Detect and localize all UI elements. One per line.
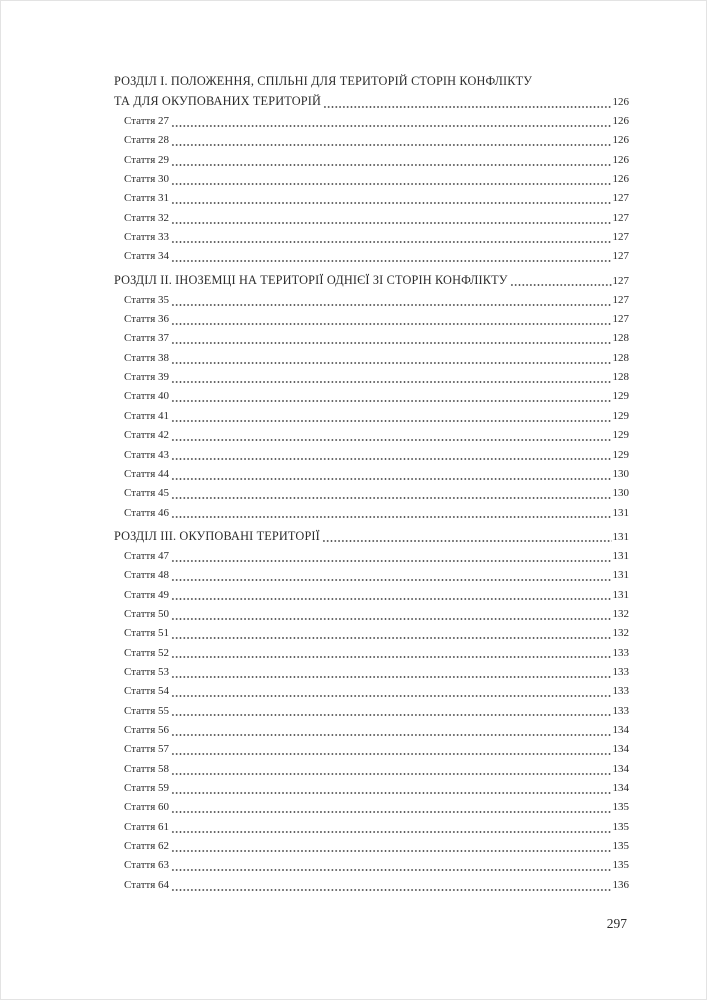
toc-entry	[114, 760, 629, 779]
toc-entry	[114, 721, 629, 740]
toc-entry-lastline	[124, 566, 629, 585]
toc-entry	[114, 526, 629, 547]
dot-leader	[171, 125, 611, 127]
toc-entry-page: 131	[612, 549, 629, 562]
toc-entry-title: Стаття 49	[124, 588, 170, 601]
toc-entry-page: 133	[612, 665, 629, 678]
toc-entry-page: 128	[612, 332, 629, 345]
toc-entry-page: 129	[612, 429, 629, 442]
toc-entry-page: 136	[612, 878, 629, 891]
toc-entry-lastline	[124, 818, 629, 837]
toc-entry-lastline	[124, 189, 629, 208]
toc-entry-title: Стаття 47	[124, 549, 170, 562]
toc-entry-page: 131	[612, 506, 629, 519]
toc-entry-page: 127	[612, 250, 629, 263]
dot-leader	[171, 420, 611, 422]
toc-entry-page: 131	[612, 569, 629, 582]
dot-leader	[171, 144, 611, 146]
toc-entry-title: Стаття 42	[124, 429, 170, 442]
toc-entry-title: Стаття 64	[124, 878, 170, 891]
toc-entry	[114, 566, 629, 585]
toc-entry-title: РОЗДІЛ III. ОКУПОВАНІ ТЕРИТОРІЇ	[114, 528, 320, 543]
toc-entry	[114, 586, 629, 605]
toc-entry-page: 129	[612, 390, 629, 403]
toc-entry	[114, 682, 629, 701]
toc-entry-lastline	[124, 209, 629, 228]
toc-entry	[114, 112, 629, 131]
dot-leader	[171, 323, 611, 325]
dot-leader	[171, 362, 611, 364]
toc-entry-page: 131	[612, 588, 629, 601]
toc-entry-lastline	[124, 426, 629, 445]
toc-entry-title: Стаття 34	[124, 250, 170, 263]
toc-entry-lastline	[124, 349, 629, 368]
dot-leader	[171, 381, 611, 383]
toc-entry-page: 135	[612, 859, 629, 872]
toc-entry-page: 129	[612, 409, 629, 422]
dot-leader	[171, 222, 611, 224]
toc-entry	[114, 504, 629, 523]
toc-entry-lastline	[124, 760, 629, 779]
toc-entry	[114, 779, 629, 798]
dot-leader	[323, 106, 611, 108]
toc-entry-title: Стаття 52	[124, 646, 170, 659]
toc-entry-title: Стаття 60	[124, 801, 170, 814]
toc-entry-title: Стаття 37	[124, 332, 170, 345]
toc-entry-page: 135	[612, 820, 629, 833]
toc-entry	[114, 387, 629, 406]
dot-leader	[171, 753, 611, 755]
toc-list	[114, 71, 629, 895]
toc-entry	[114, 368, 629, 387]
toc-entry-page: 130	[612, 487, 629, 500]
toc-entry-lastline	[124, 329, 629, 348]
toc-entry-lastline	[124, 721, 629, 740]
toc-entry-page: 134	[612, 782, 629, 794]
dot-leader	[171, 202, 611, 204]
toc-entry	[114, 547, 629, 566]
toc-entry-lastline	[124, 170, 629, 189]
toc-entry-lastline	[124, 131, 629, 150]
toc-entry-lastline	[124, 605, 629, 624]
toc-entry	[114, 209, 629, 228]
toc-entry-title: Стаття 40	[124, 390, 170, 403]
dot-leader	[171, 400, 611, 402]
toc-entry	[114, 329, 629, 348]
toc-entry-lastline	[114, 526, 629, 547]
toc-entry	[114, 876, 629, 895]
toc-entry-title: Стаття 59	[124, 782, 170, 794]
dot-leader	[171, 618, 611, 620]
dot-leader	[171, 478, 611, 480]
toc-entry-lastline	[124, 837, 629, 856]
toc-entry-page: 127	[612, 313, 629, 326]
toc-entry	[114, 740, 629, 759]
dot-leader	[171, 560, 611, 562]
dot-leader	[171, 497, 611, 499]
toc-entry-title: Стаття 39	[124, 371, 170, 384]
dot-leader	[171, 714, 611, 716]
toc-entry	[114, 798, 629, 817]
toc-entry-title: Стаття 41	[124, 409, 170, 422]
toc-entry-page: 133	[612, 646, 629, 659]
toc-entry-title: РОЗДІЛ II. ІНОЗЕМЦІ НА ТЕРИТОРІЇ ОДНІЄЇ ЗІ СТОРІН КОНФЛІКТУ	[114, 272, 508, 287]
toc-entry-page: 131	[612, 530, 629, 543]
dot-leader	[171, 889, 611, 891]
toc-entry-lastline	[124, 682, 629, 701]
toc-entry-page: 126	[612, 96, 629, 108]
toc-entry-lastline	[124, 484, 629, 503]
dot-leader	[322, 540, 612, 542]
toc-entry-lastline	[124, 368, 629, 387]
toc-entry-title: Стаття 58	[124, 762, 170, 775]
toc-entry	[114, 170, 629, 189]
dot-leader	[171, 598, 611, 600]
toc-entry-page: 129	[612, 448, 629, 461]
dot-leader	[171, 869, 611, 871]
toc-entry-page: 133	[612, 685, 629, 698]
toc-entry	[114, 71, 629, 112]
toc-entry-lastline	[124, 228, 629, 247]
toc-entry	[114, 247, 629, 266]
toc-entry-title: Стаття 29	[124, 153, 170, 166]
dot-leader	[171, 342, 611, 344]
toc-entry-title: Стаття 30	[124, 173, 170, 186]
toc-entry	[114, 270, 629, 291]
toc-entry-lastline	[124, 446, 629, 465]
toc-entry-title: Стаття 43	[124, 448, 170, 461]
toc-entry	[114, 484, 629, 503]
toc-entry-lastline	[124, 112, 629, 131]
dot-leader	[171, 850, 611, 852]
toc-entry-lastline	[114, 91, 629, 112]
toc-entry-page: 128	[612, 371, 629, 384]
toc-entry-lastline	[124, 247, 629, 266]
toc-entry-title: Стаття 32	[124, 211, 170, 224]
toc-entry-page: 127	[612, 293, 629, 306]
toc-entry	[114, 407, 629, 426]
toc-entry-page: 126	[612, 115, 629, 127]
toc-entry-lastline	[124, 740, 629, 759]
toc-entry-title: Стаття 54	[124, 685, 170, 698]
toc-entry-title: Стаття 28	[124, 134, 170, 147]
dot-leader	[171, 241, 611, 243]
toc-entry-page: 126	[612, 173, 629, 186]
toc-entry-lastline	[114, 270, 629, 291]
toc-entry-lastline	[124, 663, 629, 682]
toc-entry	[114, 426, 629, 445]
toc-entry-lastline	[124, 151, 629, 170]
toc-entry-lastline	[124, 387, 629, 406]
dot-leader	[171, 676, 611, 678]
toc-entry	[114, 818, 629, 837]
toc-entry-title: Стаття 27	[124, 115, 170, 127]
toc-entry-title: Стаття 44	[124, 467, 170, 480]
toc-entry	[114, 131, 629, 150]
toc-entry-title: Стаття 50	[124, 607, 170, 620]
toc-entry-title: Стаття 62	[124, 840, 170, 853]
toc-entry	[114, 189, 629, 208]
toc-entry-lastline	[124, 291, 629, 310]
toc-entry-title: Стаття 36	[124, 313, 170, 326]
toc-entry-lastline	[124, 504, 629, 523]
dot-leader	[171, 579, 611, 581]
toc-entry-title: Стаття 48	[124, 569, 170, 582]
dot-leader	[510, 284, 612, 286]
toc-entry-title-line: РОЗДІЛ I. ПОЛОЖЕННЯ, СПІЛЬНІ ДЛЯ ТЕРИТОРІЙ СТОРІН КОНФЛІКТУ	[114, 74, 533, 88]
toc-entry-page: 133	[612, 704, 629, 717]
toc-entry-page: 127	[612, 274, 629, 287]
toc-entry-title: Стаття 53	[124, 665, 170, 678]
toc-entry-page: 132	[612, 627, 629, 640]
toc-entry-page: 135	[612, 840, 629, 853]
toc-entry-lastline	[124, 547, 629, 566]
toc-entry-page: 132	[612, 607, 629, 620]
toc-entry-title: Стаття 35	[124, 293, 170, 306]
toc-entry-title: Стаття 57	[124, 743, 170, 756]
toc-entry-page: 127	[612, 231, 629, 244]
toc-entry-title: Стаття 61	[124, 820, 170, 833]
toc-entry-title: Стаття 56	[124, 723, 170, 736]
toc-entry	[114, 349, 629, 368]
toc-entry	[114, 644, 629, 663]
toc-entry-lastline	[124, 586, 629, 605]
toc-entry-page: 127	[612, 211, 629, 224]
toc-entry-title: Стаття 51	[124, 627, 170, 640]
toc-entry	[114, 228, 629, 247]
page-number: 297	[606, 916, 627, 931]
toc-entry	[114, 837, 629, 856]
toc-entry-page: 126	[612, 153, 629, 166]
dot-leader	[171, 734, 611, 736]
dot-leader	[171, 792, 611, 794]
dot-leader	[171, 811, 611, 813]
toc-entry-title: Стаття 38	[124, 351, 170, 364]
toc-entry	[114, 605, 629, 624]
toc-entry-page: 126	[612, 134, 629, 147]
toc-entry-lastline	[124, 644, 629, 663]
dot-leader	[171, 656, 611, 658]
dot-leader	[171, 164, 611, 166]
toc-entry-page: 127	[612, 192, 629, 205]
dot-leader	[171, 637, 611, 639]
toc-entry-lastline	[124, 876, 629, 895]
toc-entry-title: Стаття 33	[124, 231, 170, 244]
toc-entry	[114, 624, 629, 643]
toc-entry-lastline	[124, 624, 629, 643]
toc-entry-page: 128	[612, 351, 629, 364]
dot-leader	[171, 458, 611, 460]
toc-entry-lastline	[124, 407, 629, 426]
toc-entry-page: 134	[612, 723, 629, 736]
toc-entry	[114, 446, 629, 465]
toc-entry-title: Стаття 55	[124, 704, 170, 717]
toc-entry	[114, 310, 629, 329]
dot-leader	[171, 695, 611, 697]
toc-entry-title: Стаття 45	[124, 487, 170, 500]
toc-entry-page: 134	[612, 762, 629, 775]
dot-leader	[171, 260, 611, 262]
toc-entry	[114, 663, 629, 682]
toc-entry-title: ТА ДЛЯ ОКУПОВАНИХ ТЕРИТОРІЙ	[114, 94, 322, 108]
toc-entry	[114, 856, 629, 875]
toc-entry-lastline	[124, 465, 629, 484]
toc-entry-lastline	[124, 779, 629, 798]
toc-entry	[114, 465, 629, 484]
toc-entry-lastline	[124, 798, 629, 817]
dot-leader	[171, 773, 611, 775]
toc-entry-lastline	[124, 856, 629, 875]
dot-leader	[171, 516, 611, 518]
toc-entry-title: Стаття 46	[124, 506, 170, 519]
toc-entry	[114, 291, 629, 310]
toc-entry-title: Стаття 63	[124, 859, 170, 872]
dot-leader	[171, 439, 611, 441]
dot-leader	[171, 304, 611, 306]
dot-leader	[171, 831, 611, 833]
toc-entry-lastline	[124, 310, 629, 329]
toc-entry	[114, 151, 629, 170]
toc-entry-title: Стаття 31	[124, 192, 170, 205]
toc-entry	[114, 702, 629, 721]
toc-entry-page: 130	[612, 467, 629, 480]
toc-entry-page: 135	[612, 801, 629, 814]
toc-entry-lastline	[124, 702, 629, 721]
dot-leader	[171, 183, 611, 185]
toc-entry-page: 134	[612, 743, 629, 756]
